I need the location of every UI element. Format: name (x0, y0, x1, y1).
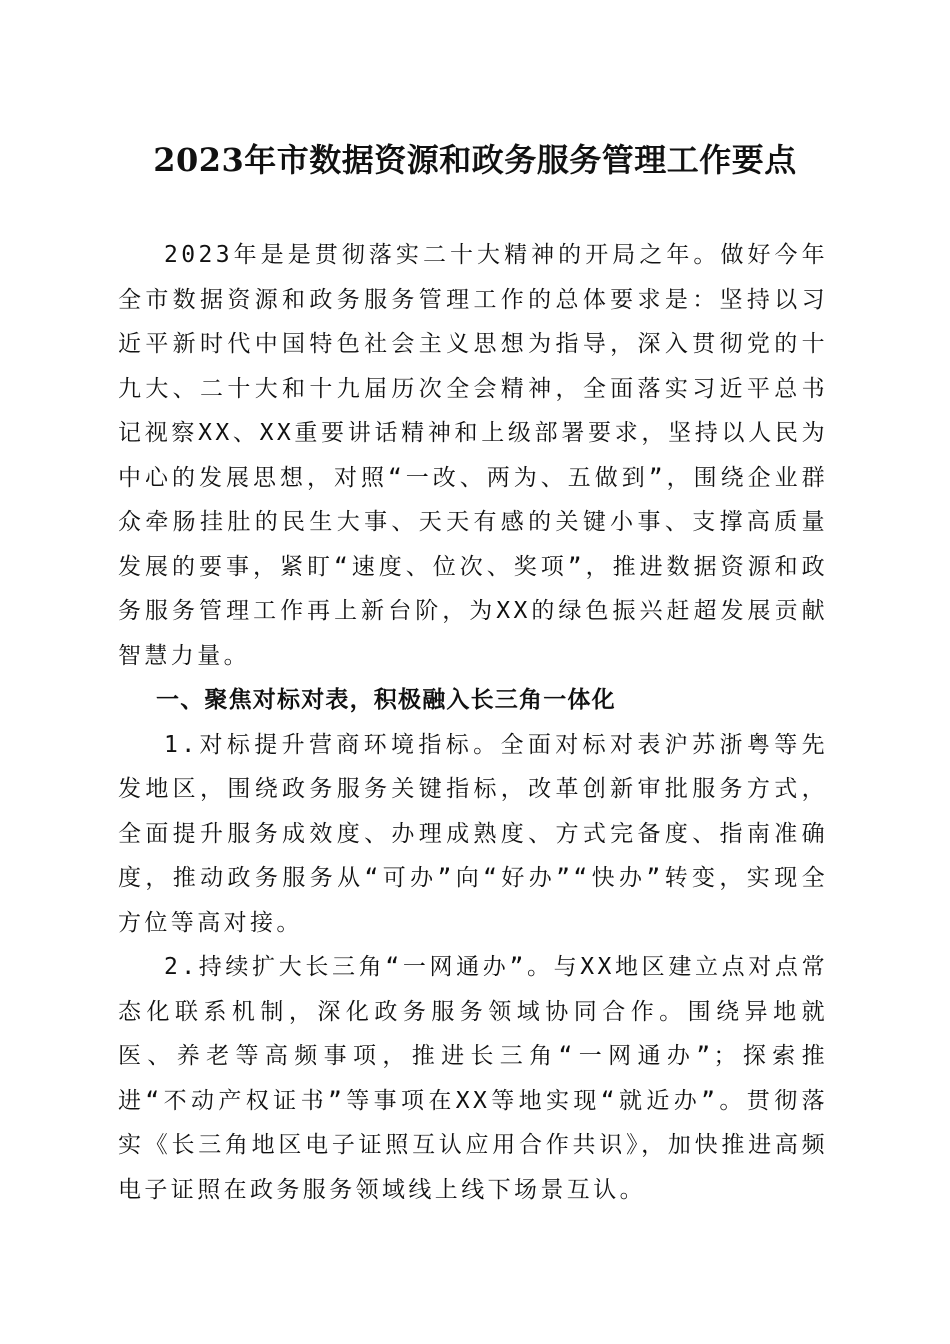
document-body (118, 233, 828, 1212)
list-item: 1.对标提升营商环境指标。全面对标对表沪苏浙粤等先发地区，围绕政务服务关键指标，改革创新审批服务方式，全面提升服务成效度、办理成熟度、方式完备度、指南准确度，推动政务服务从“可办”向“好办”“快办”转变，实现全方位等高对接。 (118, 731, 828, 936)
section-heading: 一、聚焦对标对表，积极融入长三角一体化 (156, 687, 616, 713)
list-item: 2.持续扩大长三角“一网通办”。与XX地区建立点对点常态化联系机制，深化政务服务领域协同合作。围绕异地就医、养老等高频事项，推进长三角“一网通办”；探索推进“不动产权证书”等事项在XX等地实现“就近办”。贯彻落实《长三角地区电子证照互认应用合作共识》，加快推进高频电子证照在政务服务领域线上线下场景互认。 (118, 954, 828, 1203)
intro-paragraph: 2023年是是贯彻落实二十大精神的开局之年。做好今年全市数据资源和政务服务管理工作的总体要求是：坚持以习近平新时代中国特色社会主义思想为指导，深入贯彻党的十九大、二十大和十九届历次全会精神，全面落实习近平总书记视察XX、XX重要讲话精神和上级部署要求，坚持以人民为中心的发展思想，对照“一改、两为、五做到”，围绕企业群众牵肠挂肚的民生大事、天天有感的关键小事、支撑高质量发展的要事，紧盯“速度、位次、奖项”，推进数据资源和政务服务管理工作再上新台阶，为XX的绿色振兴赶超发展贡献智慧力量。 (118, 242, 828, 669)
document-title: 2023年市数据资源和政务服务管理工作要点 (153, 141, 797, 179)
